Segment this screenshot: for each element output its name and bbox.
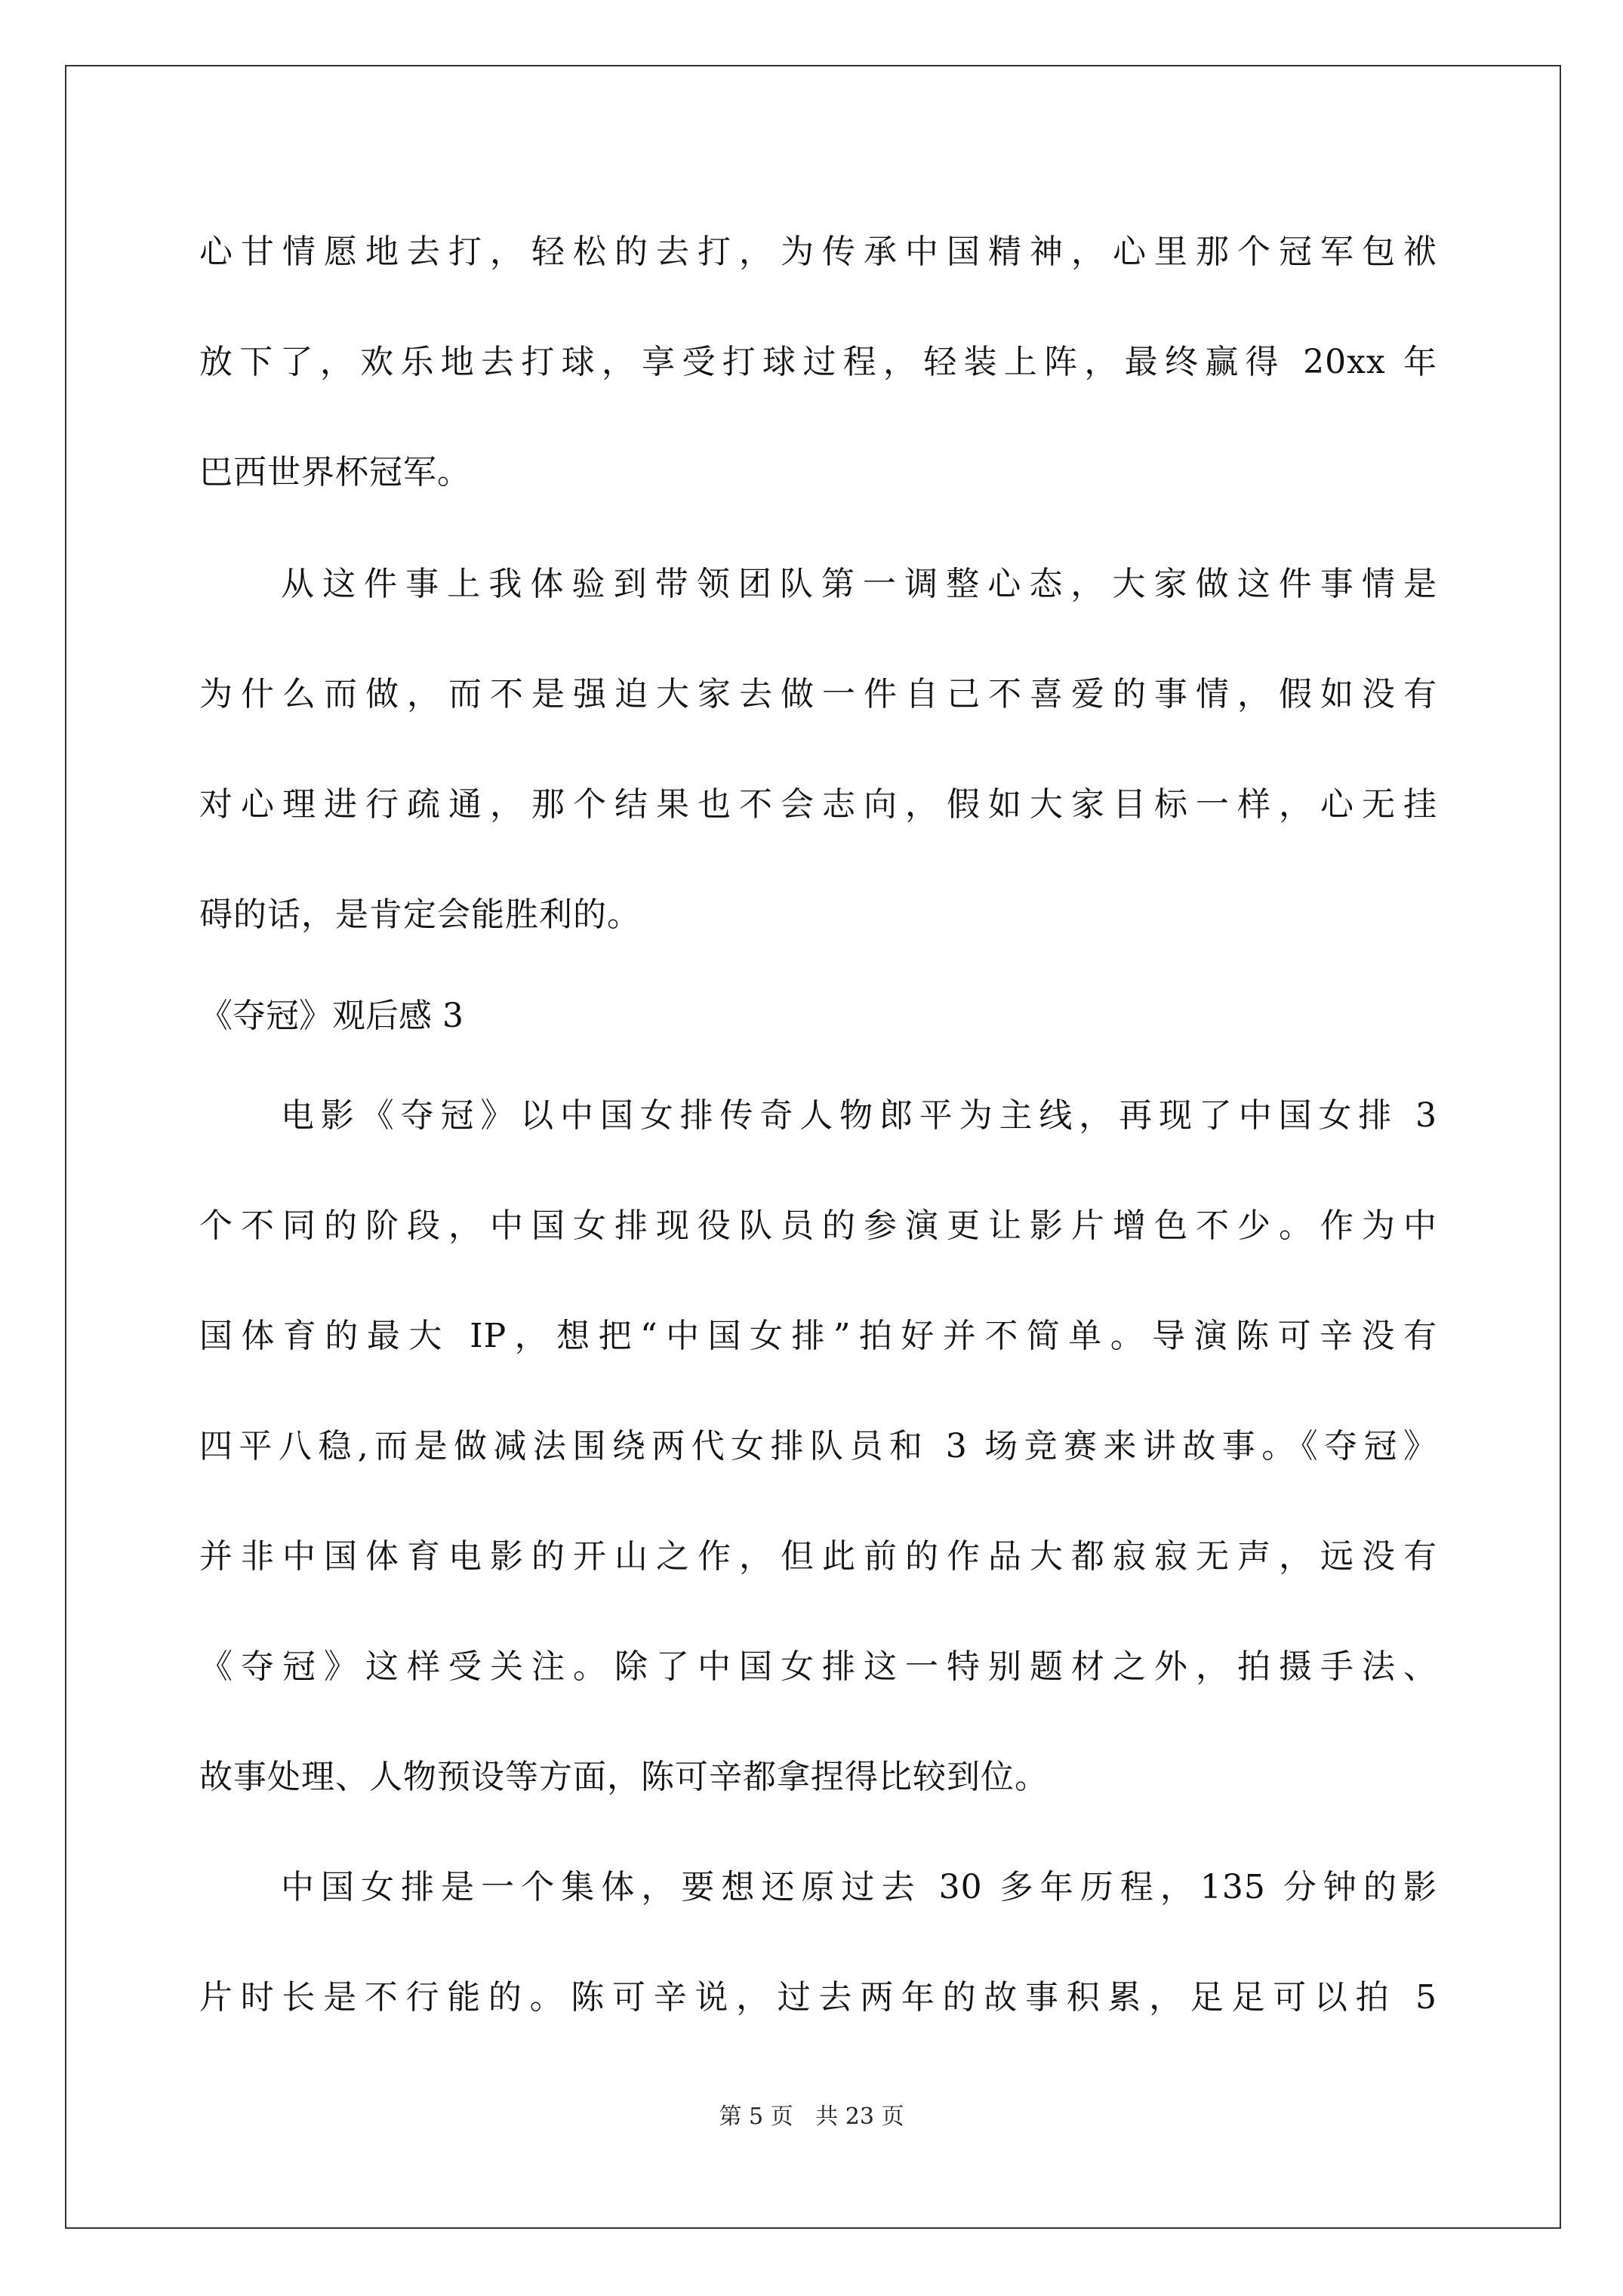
paragraph-line: 故事处理、人物预设等方面，陈可辛都拿捏得比较到位。 bbox=[199, 1758, 1049, 1796]
paragraph-line: 心甘情愿地去打，轻松的去打，为传承中国精神，心里那个冠军包袱 bbox=[199, 233, 1437, 271]
paragraph-line: 从这件事上我体验到带领团队第一调整心态，大家做这件事情是 bbox=[281, 565, 1437, 603]
page-number: 第 5 页 bbox=[719, 2103, 793, 2130]
paragraph-line: 对心理进行疏通，那个结果也不会志向，假如大家目标一样，心无挂 bbox=[199, 785, 1437, 824]
paragraph-line: 电影《夺冠》以中国女排传奇人物郎平为主线，再现了中国女排 3 bbox=[281, 1096, 1437, 1135]
paragraph-line: 国体育的最大 IP，想把“中国女排”拍好并不简单。导演陈可辛没有 bbox=[199, 1317, 1437, 1355]
page-total: 共 23 页 bbox=[815, 2103, 904, 2130]
paragraph-line: 片时长是不行能的。陈可辛说，过去两年的故事积累，足足可以拍 5 bbox=[199, 1978, 1437, 2017]
paragraph-line: 四平八稳,而是做减法围绕两代女排队员和 3 场竞赛来讲故事。《夺冠》 bbox=[199, 1427, 1437, 1465]
paragraph-line: 放下了，欢乐地去打球，享受打球过程，轻装上阵，最终赢得 20xx 年 bbox=[199, 343, 1437, 381]
paragraph-line: 中国女排是一个集体，要想还原过去 30 多年历程，135 分钟的影 bbox=[281, 1868, 1437, 1906]
paragraph-line: 个不同的阶段，中国女排现役队员的参演更让影片增色不少。作为中 bbox=[199, 1207, 1437, 1245]
paragraph-line: 巴西世界杯冠军。 bbox=[199, 453, 471, 492]
paragraph-line: 并非中国体育电影的开山之作，但此前的作品大都寂寂无声，远没有 bbox=[199, 1537, 1437, 1576]
section-heading: 《夺冠》观后感 3 bbox=[199, 997, 463, 1035]
paragraph-line: 碍的话，是肯定会能胜利的。 bbox=[199, 895, 641, 934]
page-footer bbox=[0, 2102, 1623, 2132]
paragraph-line: 《夺冠》这样受关注。除了中国女排这一特别题材之外，拍摄手法、 bbox=[199, 1647, 1437, 1686]
paragraph-line: 为什么而做，而不是强迫大家去做一件自己不喜爱的事情，假如没有 bbox=[199, 675, 1437, 713]
